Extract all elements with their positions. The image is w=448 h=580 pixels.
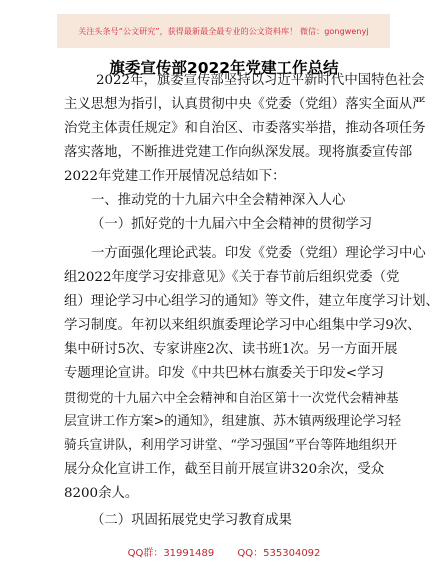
paragraph-line: 学习制度。年初以来组织旗委理论学习中心组集中学习9次、 xyxy=(64,318,421,333)
paragraph-line: 2022年党建工作开展情况总结如下： xyxy=(64,169,286,184)
subsection-heading: （二）巩固拓展党史学习教育成果 xyxy=(91,513,292,528)
paragraph-line: 治党主体责任规定》和自治区、市委落实举措，推动各项任务 xyxy=(64,121,426,136)
footer-qq-number: QQ：535304092 xyxy=(237,548,321,559)
paragraph-line: 组）理论学习中心组学习的通知》等文件，建立年度学习计划、 xyxy=(64,294,439,309)
header-banner xyxy=(57,14,390,48)
paragraph-line: 专题理论宣讲。印发《中共巴林右旗委关于印发<学习 xyxy=(64,366,384,381)
paragraph-line: 组2022年度学习安排意见》《关于春节前后组织党委（党 xyxy=(64,270,400,285)
paragraph-line: 落实落地，不断推进党建工作向纵深发展。现将旗委宣传部 xyxy=(64,145,413,160)
header-banner-text: 关注头条号“公文研究”，获得最新最全最专业的公文资料库！ 微信：gongwenyj xyxy=(78,26,369,36)
paragraph-line: 展分众化宣讲工作，截至目前开展宣讲320余次，受众 xyxy=(64,462,385,477)
paragraph-line: 层宣讲工作方案>的通知》，组建旗、苏木镇两级理论学习轻 xyxy=(64,414,402,429)
paragraph-line: 8200余人。 xyxy=(64,486,139,501)
footer-contact xyxy=(0,544,448,559)
document-title: 旗委宣传部2022年党建工作总结 xyxy=(109,59,339,77)
paragraph-line: 主义思想为指引，认真贯彻中央《党委（党组）落实全面从严 xyxy=(64,97,426,112)
subsection-heading: （一）抓好党的十九届六中全会精神的贯彻学习 xyxy=(91,217,373,232)
section-heading: 一、推动党的十九届六中全会精神深入人心 xyxy=(91,193,346,208)
footer-qq-group: QQ群：31991489 xyxy=(127,548,215,559)
paragraph-line: 贯彻党的十九届六中全会精神和自治区第十一次党代会精神基 xyxy=(64,390,399,405)
paragraph-line: 一方面强化理论武装。印发《党委（党组）理论学习中心 xyxy=(91,246,426,261)
paragraph-line: 集中研讨5次、专家讲座2次、读书班1次。另一方面开展 xyxy=(64,342,398,357)
paragraph-line: 2022年，旗委宣传部坚持以习近平新时代中国特色社会 xyxy=(96,73,425,88)
paragraph-line: 骑兵宣讲队，利用学习讲堂、“学习强国”平台等阵地组织开 xyxy=(64,438,398,453)
